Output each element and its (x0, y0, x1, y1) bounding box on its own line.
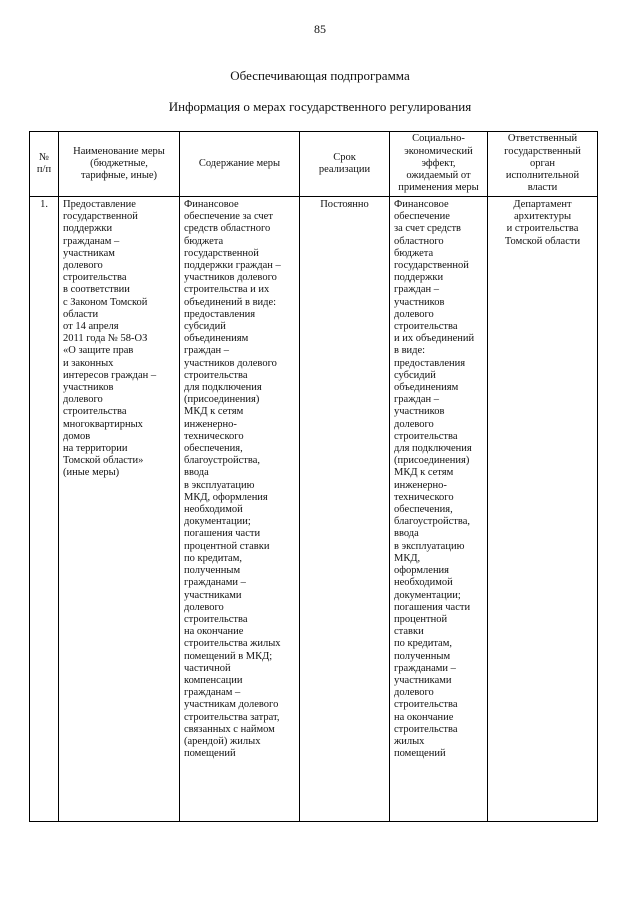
cell-number: 1. (30, 197, 59, 822)
cell-effect: Финансовое обеспечение за счет средств областного бюджета государственной поддержки граждан – участников долевого строительства и их объединений в виде: предоставления субсидий объединениям граждан – участников долевого строительства для подключения (присоединения) МКД к сетям инженерно- технического обеспечения, благоустройства, ввода в эксплуатацию МКД, оформления необходимой документации; погашения части процентной ставки по кредитам, полученным гражданами – участниками долевого строительства на окончание строительства жилых помещений (390, 197, 488, 822)
header-measure-content: Содержание меры (180, 132, 300, 197)
header-responsible: Ответственный государственный орган исполнительной власти (488, 132, 598, 197)
cell-responsible: Департамент архитектуры и строительства Томской области (488, 197, 598, 822)
table-row (30, 197, 598, 822)
cell-measure-content: Финансовое обеспечение за счет средств областного бюджета государственной поддержки граждан – участников долевого строительства и их объединений в виде: предоставления субсидий объединениям граждан – участников долевого строительства для подключения (присоединения) МКД к сетям инженерно- технического обеспечения, благоустройства, ввода в эксплуатацию МКД, оформления необходимой документации; погашения части процентной ставки по кредитам, полученным гражданами – участниками долевого строительства на окончание строительства жилых помещений в МКД; частичной компенсации гражданам – участникам долевого строительства затрат, связанных с наймом (арендой) жилых помещений (180, 197, 300, 822)
header-term: Срок реализации (300, 132, 390, 197)
page-number: 85 (314, 22, 326, 36)
header-effect: Социально- экономический эффект, ожидаемый от применения меры (390, 132, 488, 197)
subprogram-title: Обеспечивающая подпрограмма (230, 68, 410, 83)
cell-measure-name: Предоставление государственной поддержки гражданам – участникам долевого строительства в соответствии с Законом Томской области от 14 апреля 2011 года № 58-ОЗ «О защите прав и законных интересов граждан – участников долевого строительства многоквартирных домов на территории Томской области» (иные меры) (59, 197, 180, 822)
header-number: № п/п (30, 132, 59, 197)
header-measure-name: Наименование меры (бюджетные, тарифные, иные) (59, 132, 180, 197)
table-header-row (30, 132, 598, 197)
cell-term: Постоянно (300, 197, 390, 822)
measures-table (29, 131, 598, 822)
section-title: Информация о мерах государственного регулирования (168, 99, 472, 114)
